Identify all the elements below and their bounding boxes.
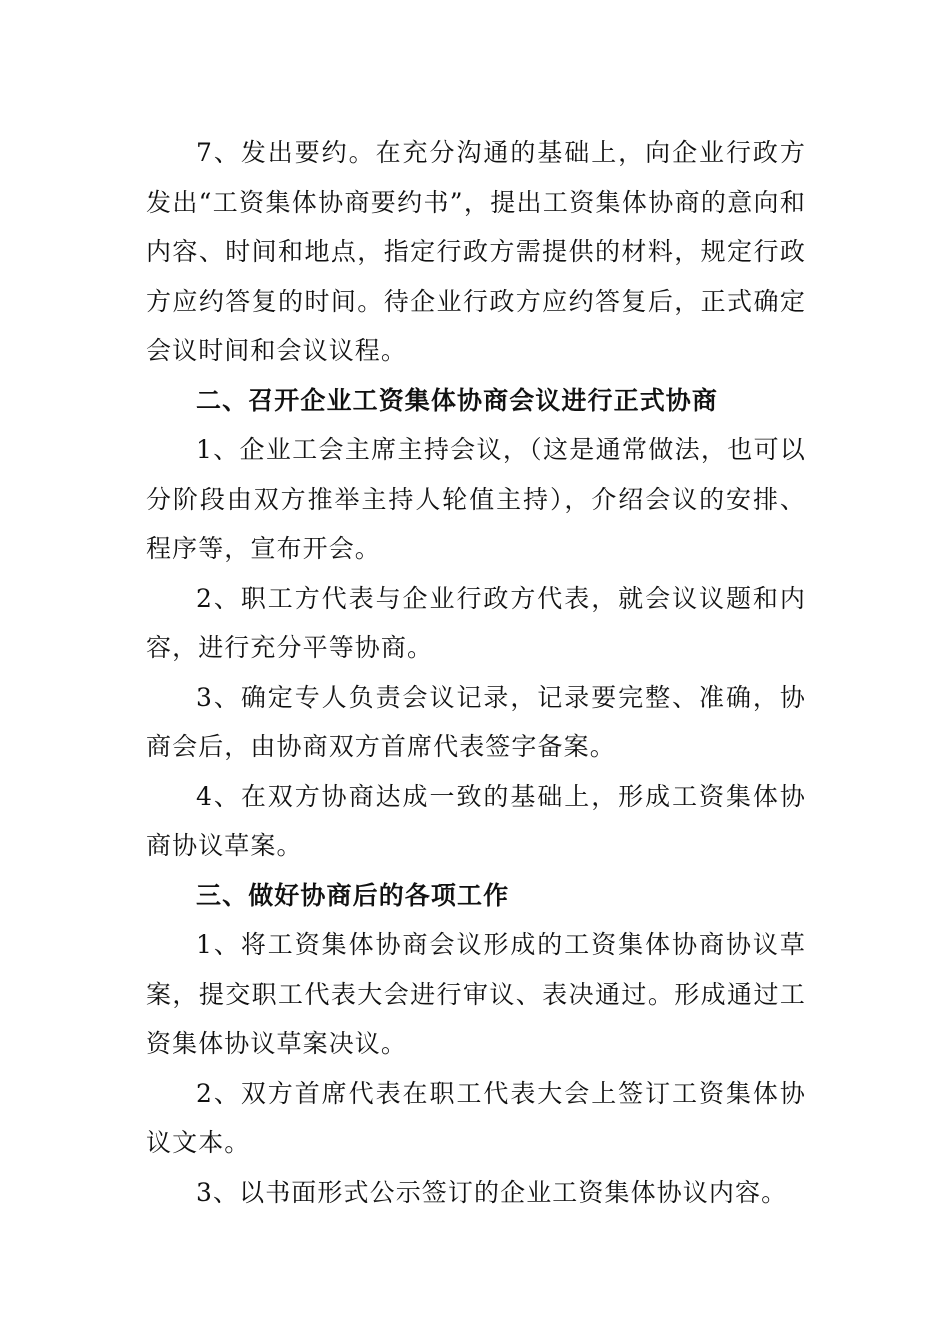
document-body bbox=[146, 128, 806, 1217]
paragraph-sign-agreement: 2、双方首席代表在职工代表大会上签订工资集体协议文本。 bbox=[146, 1078, 806, 1157]
paragraph-meeting-record: 3、确定专人负责会议记录，记录要完整、准确，协商会后，由协商双方首席代表签字备案。 bbox=[146, 682, 806, 761]
paragraph-issue-offer: 7、发出要约。在充分沟通的基础上，向企业行政方发出“工资集体协商要约书”，提出工资集体协商的意向和内容、时间和地点，指定行政方需提供的材料，规定行政方应约答复的时间。待企业行政方应约答复后，正式确定会议时间和会议议程。 bbox=[146, 138, 806, 365]
paragraph-equal-negotiation: 2、职工方代表与企业行政方代表，就会议议题和内容，进行充分平等协商。 bbox=[146, 583, 806, 662]
paragraph-submit-congress: 1、将工资集体协商会议形成的工资集体协商协议草案，提交职工代表大会进行审议、表决通过。形成通过工资集体协议草案决议。 bbox=[146, 930, 806, 1058]
paragraph-draft-agreement: 4、在双方协商达成一致的基础上，形成工资集体协商协议草案。 bbox=[146, 781, 806, 860]
section-heading-post-negotiation: 三、做好协商后的各项工作 bbox=[196, 880, 510, 910]
paragraph-publicize: 3、以书面形式公示签订的企业工资集体协议内容。 bbox=[196, 1177, 788, 1207]
section-heading-formal-negotiation: 二、召开企业工资集体协商会议进行正式协商 bbox=[196, 385, 719, 415]
paragraph-chair-meeting: 1、企业工会主席主持会议，（这是通常做法，也可以分阶段由双方推举主持人轮值主持），介绍会议的安排、程序等，宣布开会。 bbox=[146, 435, 806, 563]
